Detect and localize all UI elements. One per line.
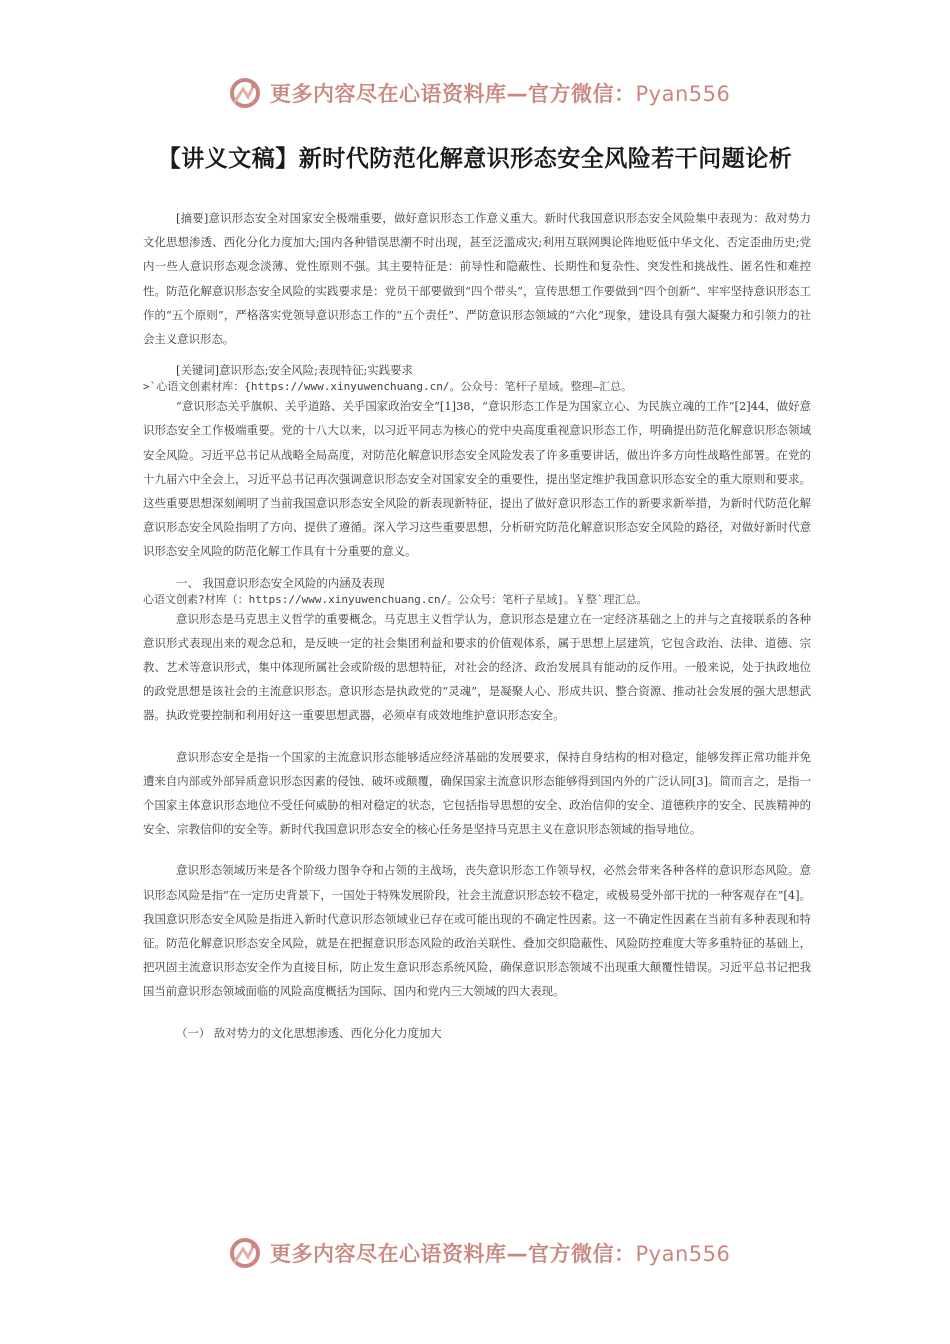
section-heading: 一、 我国意识形态安全风险的内涵及表现	[176, 575, 385, 590]
document-body	[143, 206, 811, 1045]
logo-icon	[228, 1235, 264, 1271]
subsection-heading: （一） 敌对势力的文化思想渗透、西化分化力度加大	[176, 1025, 442, 1040]
source-watermark-line: >`心语文创素材库：{https://www.xinyuwenchuang.cn/。公众号：笔杆子星域。整理—汇总。	[143, 380, 633, 394]
body-paragraph: 意识形态安全是指一个国家的主流意识形态能够适应经济基础的发展要求，保持自身结构的相对稳定，能够发挥正常功能并免遭来自内部或外部异质意识形态因素的侵蚀、破坏或颠覆，确保国家主流意识形态能够得到国内外的广泛认同[3]。简而言之，是指一个国家主体意识形态地位不受任何威胁的相对稳定的状态，它包括指导思想的安全、政治信仰的安全、道德秩序的安全、民族精神的安全、宗教信仰的安全等。新时代我国意识形态安全的核心任务是坚持马克思主义在意识形态领域的指导地位。	[143, 749, 811, 837]
banner-text: 更多内容尽在心语资料库—官方微信：Pyan556	[270, 82, 731, 106]
document-title: 【讲义文稿】新时代防范化解意识形态安全风险若干问题论析	[157, 146, 793, 172]
intro-paragraph: “意识形态关乎旗帜、关乎道路、关乎国家政治安全”[1]38，“意识形态工作是为国家立心、为民族立魂的工作”[2]44，做好意识形态安全工作极端重要。党的十八大以来，以习近平同志为核心的党中央高度重视意识形态工作，明确提出防范化解意识形态领域安全风险。习近平总书记从战略全局高度，对防范化解意识形态安全风险发表了许多重要讲话，做出许多方向性战略性部署。在党的十九届六中全会上，习近平总书记再次强调意识形态安全对国家安全的重要性，提出坚定维护我国意识形态安全的重大原则和要求。这些重要思想深刻阐明了当前我国意识形态安全风险的新表现新特征，提出了做好意识形态工作的新要求新举措，为新时代防范化解意识形态安全风险指明了方向、提供了遵循。深入学习这些重要思想，分析研究防范化解意识形态安全风险的路径，对做好新时代意识形态安全风险的防范化解工作具有十分重要的意义。	[143, 399, 811, 559]
keywords-line: [关键词]意识形态;安全风险;表现特征;实践要求	[176, 363, 413, 378]
header-watermark-banner	[228, 73, 748, 113]
source-watermark-line: 心语文创素?材库（：https://www.xinyuwenchuang.cn/。公众号：笔杆子星域]。￥整`理汇总。	[143, 592, 648, 606]
footer-watermark-banner	[228, 1233, 748, 1273]
banner-wechat-id: Pyan556	[635, 82, 731, 106]
logo-icon	[228, 75, 264, 111]
abstract-paragraph: [摘要]意识形态安全对国家安全极端重要，做好意识形态工作意义重大。新时代我国意识形态安全风险集中表现为：敌对势力文化思想渗透、西化分化力度加大;国内各种错误思潮不时出现，甚至泛滥成灾;利用互联网舆论阵地贬低中华文化、否定歪曲历史;党内一些人意识形态观念淡薄、党性原则不强。其主要特征是：前导性和隐蔽性、长期性和复杂性、突发性和挑战性、匿名性和难控性。防范化解意识形态安全风险的实践要求是：党员干部要做到“四个带头”，宣传思想工作要做到“四个创新”、牢牢坚持意识形态工作的“五个原则”，严格落实党领导意识形态工作的“五个责任”、严防意识形态领域的“六化”现象，建设具有强大凝聚力和引领力的社会主义意识形态。	[143, 211, 811, 347]
banner-text: 更多内容尽在心语资料库—官方微信：Pyan556	[270, 1242, 731, 1266]
body-paragraph: 意识形态领域历来是各个阶级力图争夺和占领的主战场，丧失意识形态工作领导权，必然会带来各种各样的意识形态风险。意识形态风险是指“在一定历史背景下，一国处于特殊发展阶段，社会主流意识形态较不稳定，或极易受外部干扰的一种客观存在”[4]。我国意识形态安全风险是指进入新时代意识形态领域业已存在或可能出现的不确定性因素。这一不确定性因素在当前有多种表现和特征。防范化解意识形态安全风险，就是在把握意识形态风险的政治关联性、叠加交织隐蔽性、风险防控难度大等多重特征的基础上，把巩固主流意识形态安全作为直接目标，防止发生意识形态系统风险，确保意识形态领域不出现重大颠覆性错误。习近平总书记把我国当前意识形态领域面临的风险高度概括为国际、国内和党内三大领域的四大表现。	[143, 863, 811, 999]
body-paragraph: 意识形态是马克思主义哲学的重要概念。马克思主义哲学认为，意识形态是建立在一定经济基础之上的并与之直接联系的各种意识形式表现出来的观念总和，是反映一定的社会集团利益和要求的价值观体系，属于思想上层建筑，它包含政治、法律、道德、宗教、艺术等意识形式，集中体现所属社会或阶级的思想特征，对社会的经济、政治发展具有能动的反作用。一般来说，处于执政地位的政党思想是该社会的主流意识形态。意识形态是执政党的“灵魂”，是凝聚人心、形成共识、整合资源、推动社会发展的强大思想武器。执政党要控制和利用好这一重要思想武器，必须卓有成效地维护意识形态安全。	[143, 611, 811, 723]
banner-wechat-id: Pyan556	[635, 1242, 731, 1266]
